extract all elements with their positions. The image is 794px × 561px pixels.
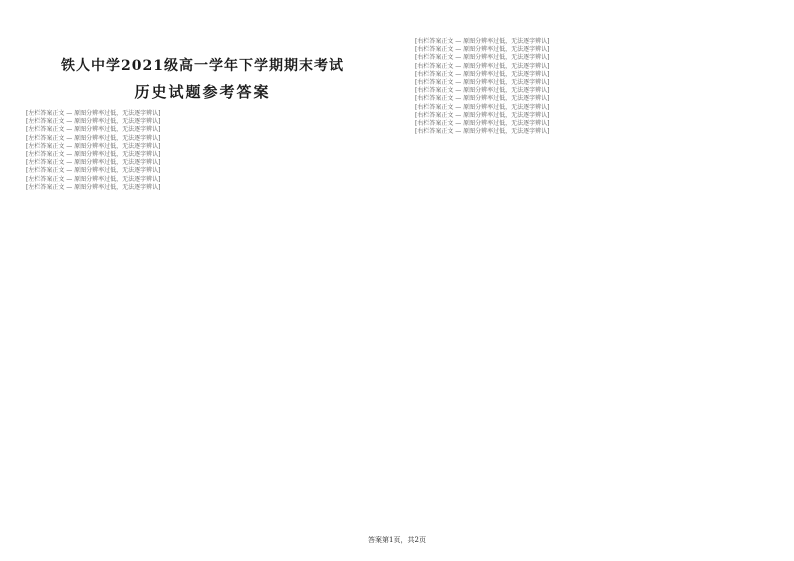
exam-title: 铁人中学2021级高一学年下学期期末考试 (61, 58, 344, 74)
answer-paragraph: [左栏答案正文 — 原图分辨率过低，无法逐字辨认] (26, 118, 161, 126)
left-column (14, 0, 391, 192)
answer-key-title: 历史试题参考答案 (134, 83, 271, 101)
answer-paragraph: [右栏答案正文 — 原图分辨率过低，无法逐字辨认] (415, 111, 550, 119)
answer-paragraph: [左栏答案正文 — 原图分辨率过低，无法逐字辨认] (26, 175, 161, 183)
answer-paragraph: [左栏答案正文 — 原图分辨率过低，无法逐字辨认] (26, 167, 161, 175)
answer-paragraph: [左栏答案正文 — 原图分辨率过低，无法逐字辨认] (26, 142, 161, 150)
answer-paragraph: [右栏答案正文 — 原图分辨率过低，无法逐字辨认] (415, 62, 550, 70)
right-answer-body (403, 38, 780, 136)
answer-paragraph: [右栏答案正文 — 原图分辨率过低，无法逐字辨认] (415, 54, 550, 62)
answer-paragraph: [左栏答案正文 — 原图分辨率过低，无法逐字辨认] (26, 134, 161, 142)
answer-paragraph: [右栏答案正文 — 原图分辨率过低，无法逐字辨认] (415, 38, 550, 45)
page-footer: 答案第1页，共2页 (368, 536, 426, 544)
answer-paragraph: [右栏答案正文 — 原图分辨率过低，无法逐字辨认] (415, 128, 550, 136)
answer-paragraph: [右栏答案正文 — 原图分辨率过低，无法逐字辨认] (415, 46, 550, 54)
answer-paragraph: [左栏答案正文 — 原图分辨率过低，无法逐字辨认] (26, 183, 161, 191)
answer-paragraph: [右栏答案正文 — 原图分辨率过低，无法逐字辨认] (415, 95, 550, 103)
answer-paragraph: [左栏答案正文 — 原图分辨率过低，无法逐字辨认] (26, 126, 161, 134)
left-answer-body (14, 110, 391, 192)
answer-paragraph: [左栏答案正文 — 原图分辨率过低，无法逐字辨认] (26, 110, 161, 117)
answer-paragraph: [左栏答案正文 — 原图分辨率过低，无法逐字辨认] (26, 159, 161, 167)
answer-paragraph: [右栏答案正文 — 原图分辨率过低，无法逐字辨认] (415, 120, 550, 128)
right-column (403, 0, 780, 136)
answer-paragraph: [右栏答案正文 — 原图分辨率过低，无法逐字辨认] (415, 103, 550, 111)
answer-paragraph: [左栏答案正文 — 原图分辨率过低，无法逐字辨认] (26, 151, 161, 159)
answer-paragraph: [右栏答案正文 — 原图分辨率过低，无法逐字辨认] (415, 87, 550, 95)
answer-paragraph: [右栏答案正文 — 原图分辨率过低，无法逐字辨认] (415, 79, 550, 87)
answer-paragraph: [右栏答案正文 — 原图分辨率过低，无法逐字辨认] (415, 70, 550, 78)
